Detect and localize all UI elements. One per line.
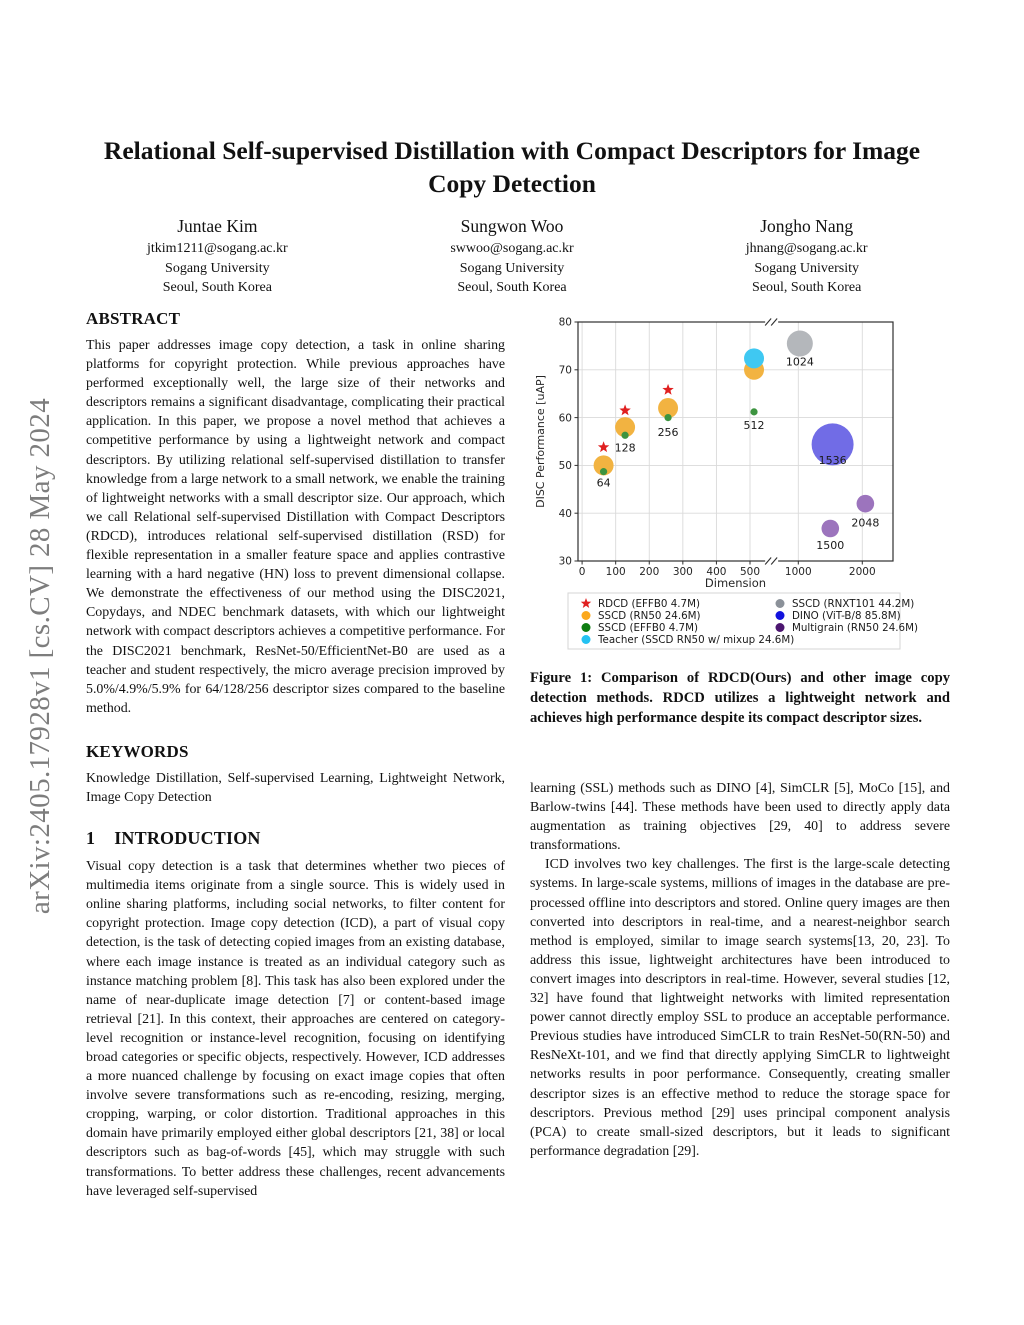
author-2 [365, 215, 660, 298]
keywords-body: Knowledge Distillation, Self-supervised Learning, Lightweight Network, Image Copy Detection [86, 770, 505, 805]
legend-marker [582, 635, 591, 644]
x-tick-label: 500 [739, 566, 761, 578]
data-bubble [664, 414, 671, 421]
data-bubble [787, 331, 813, 357]
bubble-annotation: 512 [743, 419, 765, 433]
legend-marker [776, 623, 785, 632]
y-axis-label: DISC Performance [uAP] [534, 375, 547, 508]
data-bubble [821, 520, 839, 538]
figure1-caption: Figure 1: Comparison of RDCD(Ours) and other image copy detection methods. RDCD utilizes a lightweight network and achieves high performance despite its compact descriptor sizes. [530, 670, 950, 726]
bubble-annotation: 1024 [785, 355, 814, 369]
x-axis-label: Dimension [704, 576, 767, 590]
keywords-heading: KEYWORDS [86, 741, 189, 761]
rdcd-star-marker [598, 441, 609, 452]
introduction-body: Visual copy detection is a task that determines whether two pieces of multimedia items originate from a single source. This is widely used in online sharing platforms, including social networks, to filter content for copyright protection. Image copy detection (ICD), a part of visual copy detection, is the task of detecting copied images from an existing database, where each image instance is treated as an individual category such as instance matching problem [8]. This task has also been explored under the name of near-duplicate image detection [7] or content-based image retrieval [21]. In this context, their approaches are centered on category-level recognition or instance-level recognition, focusing on identifying broad categories or specific objects, respectively. However, ICD addresses a more nuanced challenge by focusing on exact image copies that often involve severe transformations such as re-encoding, resizing, merging, cropping, warping, or color distortion. Traditional approaches in this domain have primarily employed either global descriptors [21, 38] or local descriptors such as bag-of-words [45], which may struggle with such transformations. To better address these challenges, recent advancements have leveraged self-supervised [86, 859, 505, 1199]
rdcd-star-marker [619, 404, 630, 415]
data-bubble [621, 432, 628, 439]
abstract-heading: ABSTRACT [86, 309, 181, 328]
left-column [86, 309, 505, 1201]
author-affiliation: Sogang University [754, 260, 859, 276]
legend-label: RDCD (EFFB0 4.7M) [598, 598, 701, 610]
x-tick-label: 200 [639, 566, 660, 578]
author-3 [659, 215, 954, 298]
author-name: Sungwon Woo [460, 216, 564, 236]
author-location: Seoul, South Korea [752, 280, 862, 295]
section-title: INTRODUCTION [114, 828, 261, 849]
y-tick-label: 30 [558, 555, 572, 568]
x-tick-label: 0 [578, 566, 586, 578]
author-location: Seoul, South Korea [457, 280, 567, 295]
legend-label: Teacher (SSCD RN50 w/ mixup 24.6M) [598, 634, 795, 646]
paper-title: Relational Self-supervised Distillation with Compact Descriptors for Image Copy Detection [103, 136, 921, 198]
author-block [70, 215, 954, 298]
legend-label: SSCD (RNXT101 44.2M) [792, 598, 915, 610]
legend-marker [582, 611, 591, 620]
author-name: Juntae Kim [177, 216, 258, 236]
legend-marker [776, 599, 785, 608]
author-email: jtkim1211@sogang.ac.kr [146, 241, 288, 256]
legend-label: Multigrain (RN50 24.6M) [792, 622, 918, 634]
legend-label: SSCD (EFFB0 4.7M) [598, 622, 698, 634]
x-tick-label: 2000 [848, 566, 876, 578]
legend-label: DINO (ViT-B/8 85.8M) [792, 610, 901, 622]
author-email: swwoo@sogang.ac.kr [450, 241, 574, 256]
data-bubble [600, 468, 607, 475]
data-bubble [857, 495, 875, 513]
bubble-annotation: 1500 [816, 539, 845, 553]
introduction-heading [86, 828, 505, 849]
section-number: 1 [86, 828, 96, 849]
x-tick-label: 1000 [784, 566, 812, 578]
legend-marker [776, 611, 785, 620]
author-affiliation: Sogang University [165, 260, 270, 276]
y-tick-label: 50 [558, 460, 572, 473]
y-tick-label: 60 [558, 412, 572, 425]
bubble-annotation: 64 [596, 476, 611, 490]
rdcd-star-marker [662, 384, 673, 395]
legend-label: SSCD (RN50 24.6M) [598, 610, 701, 622]
y-tick-label: 80 [558, 316, 572, 329]
author-affiliation: Sogang University [459, 260, 565, 276]
bubble-annotation: 2048 [851, 516, 880, 530]
bubble-annotation: 128 [614, 441, 636, 455]
y-tick-label: 70 [558, 364, 572, 377]
author-location: Seoul, South Korea [162, 280, 272, 295]
right-column-paragraph-2: ICD involves two key challenges. The first is the large-scale detecting systems. In large-scale systems, millions of images in the database are pre-processed offline into descriptors and stored. Online query images are then converted into descriptors in real-time, and a nearest-neighbor search method is employed, similar to image search systems[13, 20, 23]. To address this issue, lightweight architectures have been introduced to convert images into descriptors in real-time. However, several studies [12, 32] have found that lightweight networks with limited representation power cannot directly employ SSL to produce an acceptable performance. Previous studies have introduced SimCLR to train ResNet-50(RN-50) and ResNeXt-101, and we find that directly applying SimCLR to lightweight networks results in poor performance. Consequently, creating smaller descriptor sizes is an effective method to reduce the storage space for descriptors. Previous method [29] uses principal component analysis (PCA) to create small-sized descriptors, but it leads to significant performance degradation [29]. [530, 857, 950, 1159]
x-tick-label: 300 [672, 566, 693, 578]
legend-marker [582, 623, 591, 632]
abstract-body: This paper addresses image copy detection, a task in online sharing platforms for copyright protection. While previous approaches have performed exceptionally well, the large size of their networks and descriptors remains a significant disadvantage, complicating their practical application. In this paper, we propose a novel method that achieves a competitive performance by using a lightweight network and compact descriptors. By utilizing relational self-supervised distillation to transfer knowledge from a large network to a small network, we enable the training of lightweight networks with a small descriptor size. Our approach, which we call Relational self-supervised Distillation with Compact Descriptors (RDCD), introduces relational self-supervised distillation (RSD) for flexible representation in a smaller feature space and applies contrastive learning with a hard negative (HN) loss to prevent dimensional collapse. We demonstrate the effectiveness of our method using the DISC2021, Copydays, and NDEC benchmark datasets, with which our lightweight network with compact descriptors achieves a competitive performance. For the DISC2021 benchmark, ResNet-50/EfficientNet-B0 are used as a teacher and student respectively, the micro average precision improved by 5.0%/4.9%/5.9% for 64/128/256 descriptor sizes compared to the baseline method. [86, 338, 505, 716]
data-bubble [750, 408, 757, 415]
y-tick-label: 40 [558, 507, 572, 520]
right-column-paragraph-1: learning (SSL) methods such as DINO [4], SimCLR [5], MoCo [15], and Barlow-twins [44]. These methods have been used to directly apply data augmentation as training objectives [29, 40] to address severe transformations. [530, 781, 950, 854]
data-bubble [744, 348, 764, 368]
author-1 [70, 215, 365, 298]
bubble-annotation: 256 [657, 425, 679, 439]
right-column [530, 312, 950, 1161]
author-name: Jongho Nang [760, 216, 854, 236]
bubble-annotation: 1536 [818, 454, 847, 468]
x-tick-label: 400 [706, 566, 727, 578]
figure1-chart [530, 312, 950, 658]
x-tick-label: 100 [605, 566, 626, 578]
author-email: jhnang@sogang.ac.kr [745, 241, 868, 256]
arxiv-stamp: arXiv:2405.17928v1 [cs.CV] 28 May 2024 [24, 397, 56, 915]
